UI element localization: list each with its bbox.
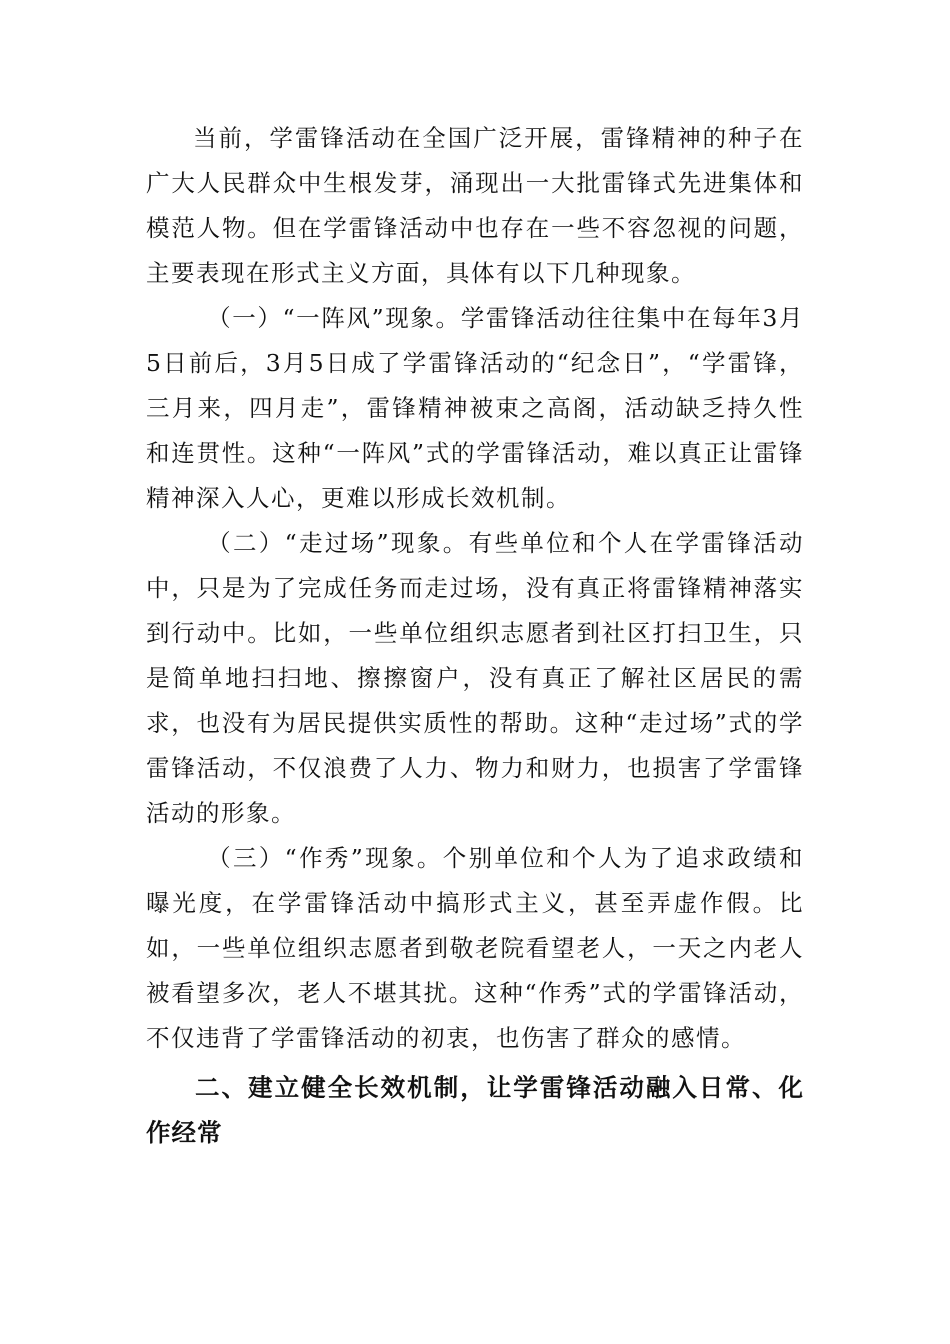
document-page [146,116,804,1155]
phenomenon-two-paragraph: （二）“走过场”现象。有些单位和个人在学雷锋活动中，只是为了完成任务而走过场，没有真正将雷锋精神落实到行动中。比如，一些单位组织志愿者到社区打扫卫生，只是简单地扫扫地、擦擦窗户，没有真正了解社区居民的需求，也没有为居民提供实质性的帮助。这种“走过场”式的学雷锋活动，不仅浪费了人力、物力和财力，也损害了学雷锋活动的形象。 [146,529,804,827]
phenomenon-one-paragraph: （一）“一阵风”现象。学雷锋活动往往集中在每年3月5日前后，3月5日成了学雷锋活动的“纪念日”，“学雷锋，三月来，四月走”，雷锋精神被束之高阁，活动缺乏持久性和连贯性。这种“一阵风”式的学雷锋活动，难以真正让雷锋精神深入人心，更难以形成长效机制。 [146,304,804,512]
phenomenon-three-paragraph: （三）“作秀”现象。个别单位和个人为了追求政绩和曝光度，在学雷锋活动中搞形式主义，甚至弄虚作假。比如，一些单位组织志愿者到敬老院看望老人，一天之内老人被看望多次，老人不堪其扰。这种“作秀”式的学雷锋活动，不仅违背了学雷锋活动的初衷，也伤害了群众的感情。 [146,844,804,1052]
section-heading: 二、建立健全长效机制，让学雷锋活动融入日常、化作经常 [146,1073,804,1147]
intro-paragraph: 当前，学雷锋活动在全国广泛开展，雷锋精神的种子在广大人民群众中生根发芽，涌现出一大批雷锋式先进集体和模范人物。但在学雷锋活动中也存在一些不容忽视的问题，主要表现在形式主义方面，具体有以下几种现象。 [146,124,804,287]
